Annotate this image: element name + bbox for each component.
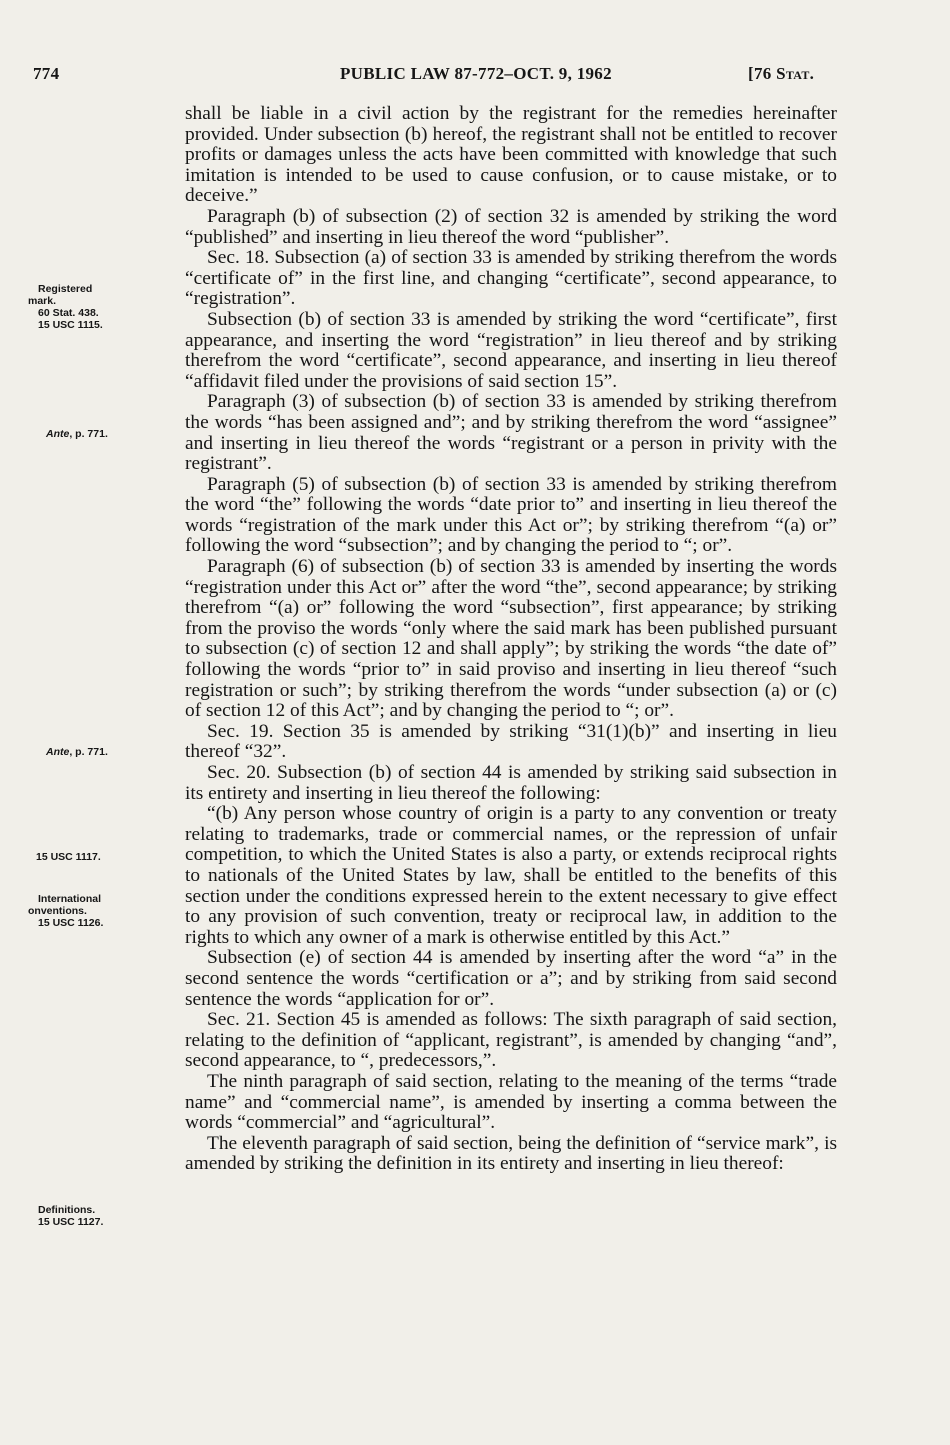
paragraph-sec20-quoted: “(b) Any person whose country of origin is a party to any convention or treaty relating to trademarks, trade or commercial names, or the repression of unfair competition, to which the United States is also a party, or extends reciprocal rights to nationals of the United States by law, shall be entitled to the benefits of this section under the conditions expressed herein to the extent necessary to give effect to any provision of such convention, treaty or reciprocal law, in addition to the rights to which any owner of a mark is otherwise entitled by this Act.” xyxy=(185,803,837,948)
margin-note-definitions: Definitions. 15 USC 1127. xyxy=(38,1204,104,1228)
paragraph-eleventh: The eleventh paragraph of said section, being the definition of “service mark”, is amended by striking the definition in its entirety and inserting in lieu thereof: xyxy=(185,1132,837,1175)
paragraph-sec33-para-6: Paragraph (6) of subsection (b) of section 33 is amended by inserting the words “registration under this Act or” after the word “the”, second appearance; by striking therefrom “(a) or” following the word “subsection”, first appearance; by striking from the proviso the words “only where the said mark has been published pursuant to subsection (c) of section 12 and shall apply”; by striking the words “the date of” following the words “prior to” in said proviso and inserting in lieu thereof “such registration or such”; by striking therefrom the words “under subsection (a) or (c) of section 12 of this Act”; and by changing the period to “; or”. xyxy=(185,556,837,722)
margin-note-registered-mark: Registered mark. 60 Stat. 438. 15 USC 1115. xyxy=(28,283,103,331)
paragraph-continuation: shall be liable in a civil action by the registrant for the remedies hereinafter provided. Under subsection (b) hereof, the registrant shall not be entitled to recover profits or damages unless the acts have been committed with knowledge that such imitation is intended to be used to cause confusion, or to cause mistake, or to deceive.” xyxy=(185,103,837,207)
paragraph-sec33-subsection-b: Subsection (b) of section 33 is amended by striking the word “certificate”, first appearance, and inserting the word “registration” in lieu thereof and by striking therefrom the word “certificate”, second appearance, and inserting in lieu thereof “affidavit filed under the provisions of said section 15”. xyxy=(185,308,837,392)
paragraph-sec33-para-5: Paragraph (5) of subsection (b) of section 33 is amended by striking therefrom the word “the” following the words “date prior to” and inserting in lieu thereof the words “registration of the mark under this Act or”; by striking therefrom “(a) or” following the word “subsection”; and by changing the period to “; or”. xyxy=(185,473,837,557)
margin-note-15-usc-1117: 15 USC 1117. xyxy=(36,851,101,863)
running-title: PUBLIC LAW 87-772–OCT. 9, 1962 xyxy=(340,64,612,83)
paragraph-sec44-subsection-e: Subsection (e) of section 44 is amended by inserting after the word “a” in the second sentence the words “certification or a”; and by striking from said second sentence the words “application for or”. xyxy=(185,947,837,1010)
paragraph-sec19: Sec. 19. Section 35 is amended by striking “31(1)(b)” and inserting in lieu thereof “32”. xyxy=(185,720,837,763)
body-text xyxy=(185,104,837,1175)
paragraph-sec20: Sec. 20. Subsection (b) of section 44 is amended by striking said subsection in its entirety and inserting in lieu thereof the following: xyxy=(185,762,837,804)
paragraph-sec17-para-b: Paragraph (b) of subsection (2) of section 32 is amended by striking the word “published” and inserting in lieu thereof the word “publisher”. xyxy=(185,205,837,248)
page-number: 774 xyxy=(33,64,60,83)
margin-note-ante-771-first: Ante, p. 771. xyxy=(46,428,108,440)
paragraph-sec21: Sec. 21. Section 45 is amended as follows: The sixth paragraph of said section, relating to the definition of “applicant, registrant”, is amended by changing “and”, second appearance, to “, predecessors,”. xyxy=(185,1009,837,1072)
volume-reference: [76 Stat. xyxy=(748,64,815,83)
paragraph-sec18: Sec. 18. Subsection (a) of section 33 is amended by striking therefrom the words “certificate of” in the first line, and changing “certificate”, second appearance, to “registration”. xyxy=(185,247,837,310)
margin-note-ante-771-second: Ante, p. 771. xyxy=(46,746,108,758)
margin-note-international-conventions: International onventions. 15 USC 1126. xyxy=(28,893,104,929)
paragraph-sec33-para-3: Paragraph (3) of subsection (b) of section 33 is amended by striking therefrom the words “has been assigned and”; and by striking therefrom the word “assignee” and inserting in lieu thereof the words “registrant or a person in privity with the registrant”. xyxy=(185,391,837,475)
paragraph-ninth: The ninth paragraph of said section, relating to the meaning of the terms “trade name” and “commercial name”, is amended by inserting a comma between the words “commercial” and “agricultural”. xyxy=(185,1070,837,1134)
